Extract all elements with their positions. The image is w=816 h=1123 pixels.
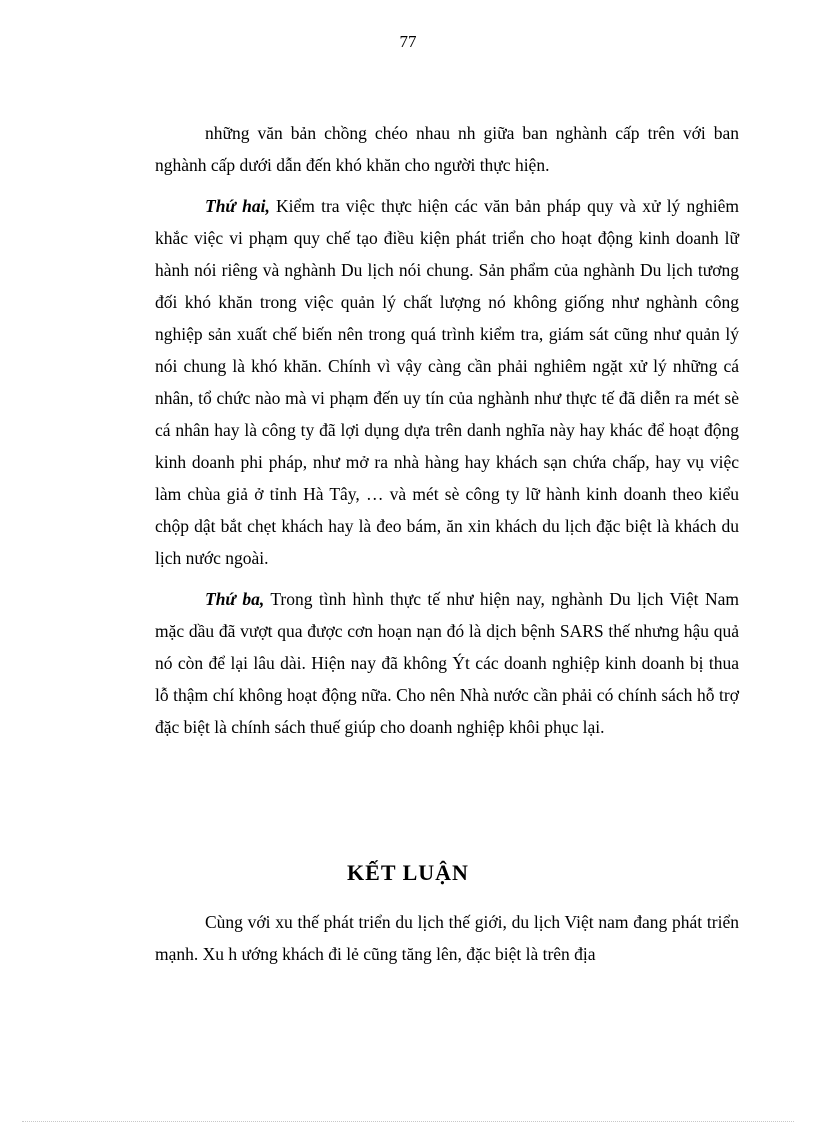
paragraph-third-point (155, 583, 739, 743)
paragraph-body-second: Kiểm tra việc thực hiện các văn bản pháp quy và xử lý nghiêm khắc việc vi phạm quy chế tạo điều kiện phát triển cho hoạt động kinh doanh lữ hành nói riêng và nghành Du lịch nói chung. Sản phẩm của nghành Du lịch tương đối khó khăn trong việc quản lý chất lượng nó không giống như nghành công nghiệp sản xuất chế biến nên trong quá trình kiểm tra, giám sát cũng như quản lý nói chung là khó khăn. Chính vì vậy càng cần phải nghiêm ngặt xử lý những cá nhân, tổ chức nào mà vi phạm đến uy tín của nghành như thực tế đã diễn ra mét sè cá nhân hay là công ty đã lợi dụng dựa trên danh nghĩa này hay khác để hoạt động kinh doanh phi pháp, như mở ra nhà hàng hay khách sạn chứa chấp, hay vụ việc làm chùa giả ở tỉnh Hà Tây, … và mét sè công ty lữ hành kinh doanh theo kiểu chộp dật bắt chẹt khách hay là đeo bám, ăn xin khách du lịch đặc biệt là khách du lịch nước ngoài. (155, 196, 739, 568)
conclusion-heading: KẾT LUẬN (347, 860, 469, 885)
page-number: 77 (399, 32, 417, 51)
paragraph-lead-third: Thứ ba, (205, 589, 265, 609)
paragraph-conclusion: Cùng với xu thế phát triển du lịch thế giới, du lịch Việt nam đang phát triển mạnh. Xu h ướng khách đi lẻ cũng tăng lên, đặc biệt là trên địa (155, 912, 739, 964)
paragraph-second-point (155, 190, 739, 574)
paragraph-lead-second: Thứ hai, (205, 196, 270, 216)
body-text (155, 117, 739, 743)
paragraph-body-third: Trong tình hình thực tế như hiện nay, nghành Du lịch Việt Nam mặc dầu đã vượt qua được cơn hoạn nạn đó là dịch bệnh SARS thế nhưng hậu quả nó còn để lại lâu dài. Hiện nay đã không Ýt các doanh nghiệp kinh doanh bị thua lỗ thậm chí không hoạt động nữa. Cho nên Nhà nước cần phải có chính sách hỗ trợ đặc biệt là chính sách thuế giúp cho doanh nghiệp khôi phục lại. (155, 589, 739, 737)
conclusion-text (155, 906, 739, 970)
page-bottom-divider (22, 1121, 794, 1122)
paragraph-continuation: những văn bản chồng chéo nhau nh giữa ban nghành cấp trên với ban nghành cấp dưới dẫn đến khó khăn cho người thực hiện. (155, 123, 739, 175)
